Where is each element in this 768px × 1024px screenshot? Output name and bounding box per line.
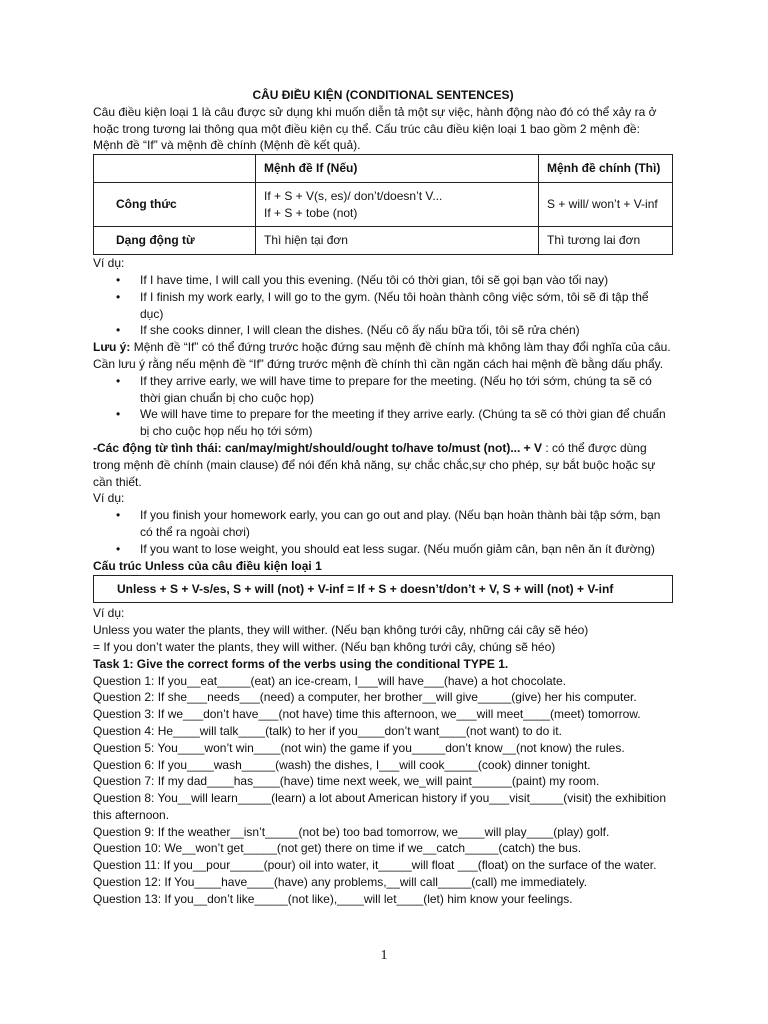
- list-item: • If I have time, I will call you this evening. (Nếu tôi có thời gian, tôi sẽ gọi bạn vào tối nay): [140, 272, 673, 289]
- question-item: Question 8: You__will learn_____(learn) a lot about American history if you___visit_____(visit) the exhibition this afternoon.: [93, 791, 667, 822]
- list-item: • If I finish my work early, I will go to the gym. (Nếu tôi hoàn thành công việc sớm, tôi sẽ đi tập thể dục): [140, 289, 673, 323]
- unless-formula-box: Unless + S + V-s/es, S + will (not) + V-inf = If + S + doesn’t/don’t + V, S + will (not) + V-inf: [93, 575, 673, 603]
- table-row-tense: [94, 227, 673, 255]
- example-label: Ví dụ:: [93, 256, 125, 271]
- table-row-formula: [94, 183, 673, 227]
- unless-example-1: Unless you water the plants, they will wither. (Nếu bạn không tưới cây, những cái cây sẽ héo): [93, 623, 589, 638]
- unless-example-2: = If you don’t water the plants, they will wither. (Nếu bạn không tưới cây, chúng sẽ héo): [93, 639, 556, 654]
- modal-heading: -Các động từ tình thái: can/may/might/should/ought to/have to/must (not)... + V: [93, 440, 543, 455]
- table-header-row: [94, 155, 673, 183]
- example-list-2: [93, 373, 673, 440]
- question-list: [93, 673, 673, 908]
- document-title: CÂU ĐIỀU KIỆN (CONDITIONAL SENTENCES): [252, 88, 514, 102]
- question-item: Question 2: If she___needs___(need) a computer, her brother__will give_____(give) her his computer.: [93, 690, 637, 705]
- conditional-table: [93, 154, 673, 255]
- modal-text: : có thể được dùng trong mệnh đề chính (main clause) để nói đến khả năng, sự chắc chắc,sự cho phép, sự bắt buộc hoặc sự cần thiết.: [93, 440, 656, 489]
- question-item: Question 11: If you__pour_____(pour) oil into water, it_____will float ___(float) on the surface of the water.: [93, 858, 657, 873]
- example-label: Ví dụ:: [93, 491, 125, 506]
- formula-main-cell: S + will/ won’t + V-inf: [539, 183, 673, 227]
- question-item: Question 10: We__won’t get_____(not get) there on time if we__catch_____(catch) the bus.: [93, 841, 582, 856]
- note-paragraph: [93, 339, 673, 373]
- list-item: • If she cooks dinner, I will clean the dishes. (Nếu cô ấy nấu bữa tối, tôi sẽ rửa chén): [140, 322, 673, 339]
- question-item: Question 12: If You____have____(have) any problems,__will call_____(call) me immediately.: [93, 875, 588, 890]
- example-label: Ví dụ:: [93, 606, 125, 621]
- formula-if-line1: If + S + V(s, es)/ don’t/doesn’t V...: [264, 188, 443, 203]
- page-number: 1: [380, 948, 388, 963]
- table-header-if-clause: Mệnh đề If (Nếu): [256, 155, 539, 183]
- question-item: Question 6: If you____wash_____(wash) the dishes, I___will cook_____(cook) dinner tonight.: [93, 757, 591, 772]
- example-list-3: [93, 507, 673, 557]
- note-text: Mệnh đề “If” có thể đứng trước hoặc đứng sau mệnh đề chính mà không làm thay đổi nghĩa của câu. Cần lưu ý rằng nếu mệnh đề “If” đứng trước mệnh đề chính thì cần ngăn cách hai mệnh đề bằng dấu phẩy.: [93, 340, 671, 371]
- question-item: Question 7: If my dad____has____(have) time next week, we_will paint______(paint) my room.: [93, 774, 600, 789]
- intro-paragraph: Câu điều kiện loại 1 là câu được sử dụng khi muốn diễn tả một sự việc, hành động nào đó có thể xảy ra ở hoặc trong tương lai thông qua một điều kiện cụ thể. Cấu trúc câu điều kiện loại 1 bao gồm 2 mệnh đề: Mệnh đề “If” và mệnh đề chính (Mệnh đề kết quả).: [93, 104, 657, 153]
- task-heading: Task 1: Give the correct forms of the verbs using the conditional TYPE 1.: [93, 656, 509, 671]
- list-item: • We will have time to prepare for the meeting if they arrive early. (Chúng ta sẽ có thời gian để chuẩn bị cho cuộc họp nếu họ tới sớm): [140, 406, 673, 440]
- unless-heading: Cấu trúc Unless của câu điều kiện loại 1: [93, 558, 322, 573]
- question-item: Question 4: He____will talk____(talk) to her if you____don’t want____(not want) to do it.: [93, 723, 562, 738]
- note-label: Lưu ý:: [93, 340, 131, 355]
- question-item: Question 1: If you__eat_____(eat) an ice-cream, I___will have___(have) a hot chocolate.: [93, 673, 566, 688]
- example-list-1: [93, 272, 673, 339]
- table-header-main-clause: Mệnh đề chính (Thì): [539, 155, 673, 183]
- question-item: Question 13: If you__don’t like_____(not like),____will let____(let) him know your feelings.: [93, 891, 573, 906]
- list-item: • If they arrive early, we will have time to prepare for the meeting. (Nếu họ tới sớm, chúng ta sẽ có thời gian chuẩn bị cho cuộc họp): [140, 373, 673, 407]
- list-item: • If you finish your homework early, you can go out and play. (Nếu bạn hoàn thành bài tập sớm, bạn có thể ra ngoài chơi): [140, 507, 673, 541]
- question-item: Question 9: If the weather__isn’t_____(not be) too bad tomorrow, we____will play____(play) golf.: [93, 824, 610, 839]
- tense-main-cell: Thì tương lai đơn: [539, 227, 673, 255]
- question-item: Question 3: If we___don’t have___(not have) time this afternoon, we___will meet____(meet) tomorrow.: [93, 707, 641, 722]
- tense-label: Dạng động từ: [94, 227, 256, 255]
- formula-if-line2: If + S + tobe (not): [264, 205, 358, 220]
- document-page: [93, 87, 673, 908]
- question-item: Question 5: You____won’t win____(not win) the game if you_____don’t know__(not know) the rules.: [93, 740, 625, 755]
- formula-if-cell: [256, 183, 539, 227]
- table-header-empty: [94, 155, 256, 183]
- modal-paragraph: [93, 440, 673, 490]
- list-item: • If you want to lose weight, you should eat less sugar. (Nếu muốn giảm cân, bạn nên ăn ít đường): [140, 541, 673, 558]
- formula-label: Công thức: [94, 183, 256, 227]
- tense-if-cell: Thì hiện tại đơn: [256, 227, 539, 255]
